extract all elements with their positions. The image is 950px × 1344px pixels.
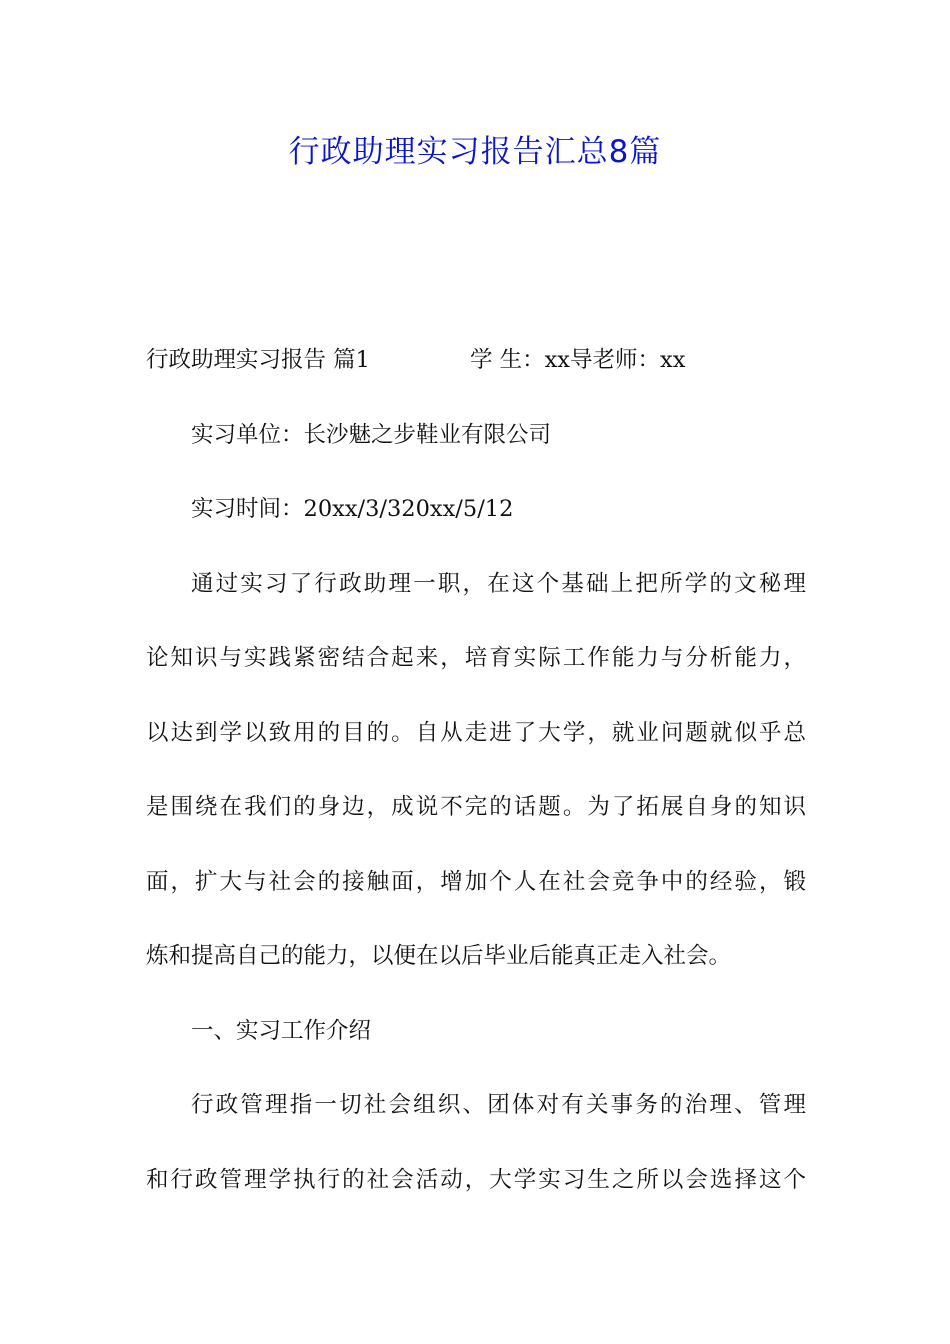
report-header-line <box>146 336 806 411</box>
paragraph-line: 面，扩大与社会的接触面，增加个人在社会竞争中的经验，锻 <box>146 868 806 895</box>
paragraph-line: 通过实习了行政助理一职，在这个基础上把所学的文秘理 <box>191 570 806 597</box>
section-heading: 一、实习工作介绍 <box>191 1017 372 1044</box>
document-title: 行政助理实习报告汇总8篇 <box>288 134 662 170</box>
paragraph-line: 炼和提高自己的能力，以便在以后毕业后能真正走入社会。 <box>146 943 732 969</box>
paragraph-line: 行政管理指一切社会组织、团体对有关事务的治理、管理 <box>191 1092 806 1118</box>
student-info: 学 生：xx导老师：xx <box>469 347 686 373</box>
paragraph-line: 论知识与实践紧密结合起来，培育实际工作能力与分析能力， <box>146 645 806 671</box>
paragraph-line: 以达到学以致用的目的。自从走进了大学，就业问题就似乎总 <box>146 719 806 746</box>
internship-time: 实习时间：20xx/3/320xx/5/12 <box>191 496 514 522</box>
report-label: 行政助理实习报告 篇1 <box>146 347 370 373</box>
paragraph-line: 和行政管理学执行的社会活动，大学实习生之所以会选择这个 <box>146 1166 806 1193</box>
document-body <box>146 336 806 1230</box>
internship-unit: 实习单位：长沙魅之步鞋业有限公司 <box>191 421 552 448</box>
paragraph-line: 是围绕在我们的身边，成说不完的话题。为了拓展自身的知识 <box>146 794 806 820</box>
